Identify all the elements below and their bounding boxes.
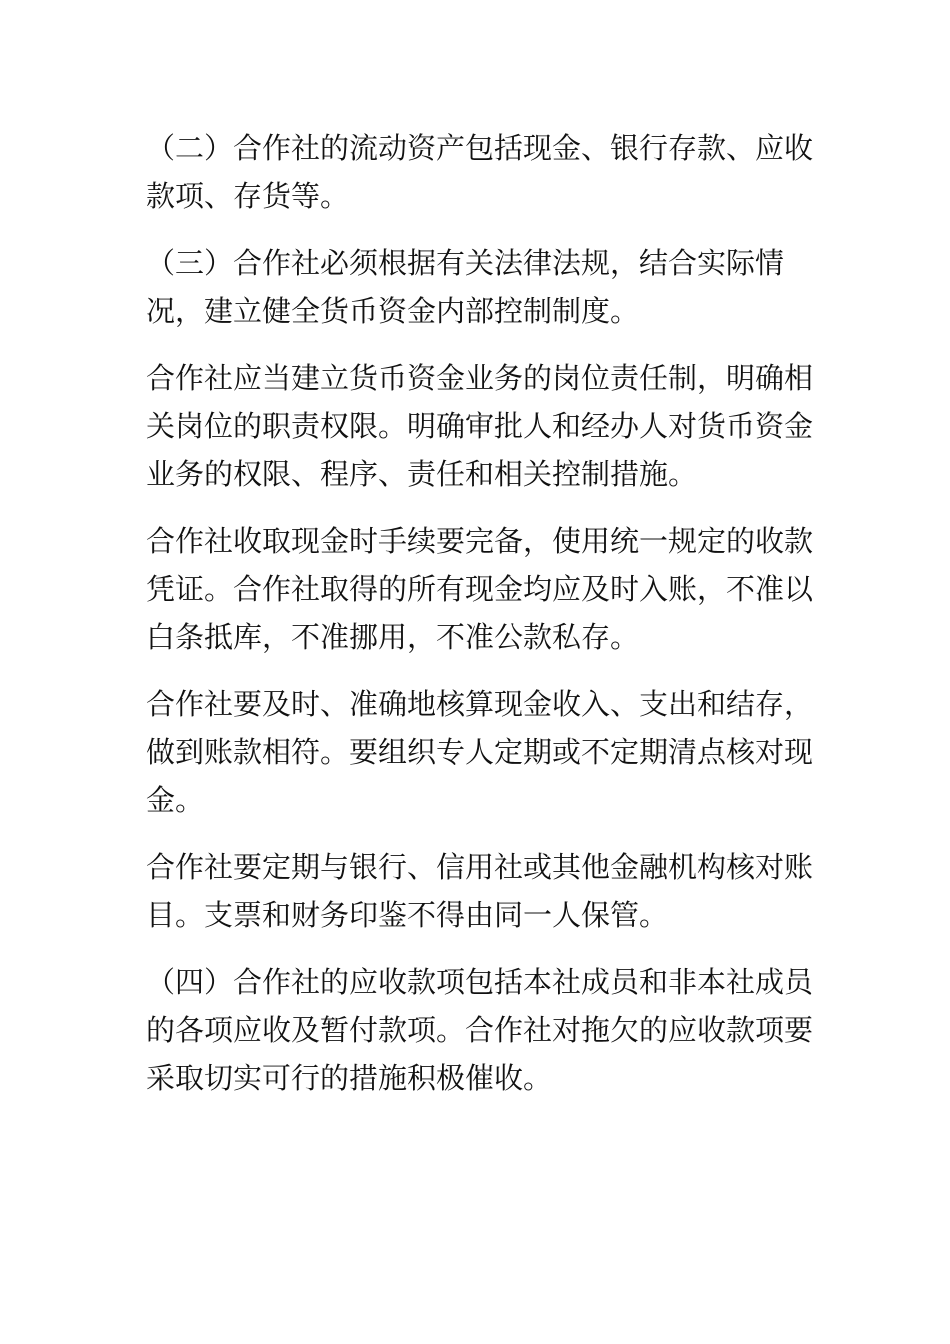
paragraph-internal-control: （三）合作社必须根据有关法律法规，结合实际情况，建立健全货币资金内部控制制度。 <box>146 246 785 328</box>
paragraph-current-assets: （二）合作社的流动资产包括现金、银行存款、应收款项、存货等。 <box>146 131 814 213</box>
paragraph-bank-reconciliation: 合作社要定期与银行、信用社或其他金融机构核对账目。支票和财务印鉴不得由同一人保管。 <box>146 850 814 932</box>
paragraph-responsibility-system: 合作社应当建立货币资金业务的岗位责任制，明确相关岗位的职责权限。明确审批人和经办人对货币资金业务的权限、程序、责任和相关控制措施。 <box>146 361 814 491</box>
paragraph-cash-accounting: 合作社要及时、准确地核算现金收入、支出和结存，做到账款相符。要组织专人定期或不定期清点核对现金。 <box>146 687 814 817</box>
document-body <box>146 124 826 1121</box>
paragraph-receivables: （四）合作社的应收款项包括本社成员和非本社成员的各项应收及暂付款项。合作社对拖欠的应收款项要采取切实可行的措施积极催收。 <box>146 965 814 1095</box>
paragraph-cash-receipt: 合作社收取现金时手续要完备，使用统一规定的收款凭证。合作社取得的所有现金均应及时入账，不准以白条抵库，不准挪用，不准公款私存。 <box>146 524 814 654</box>
